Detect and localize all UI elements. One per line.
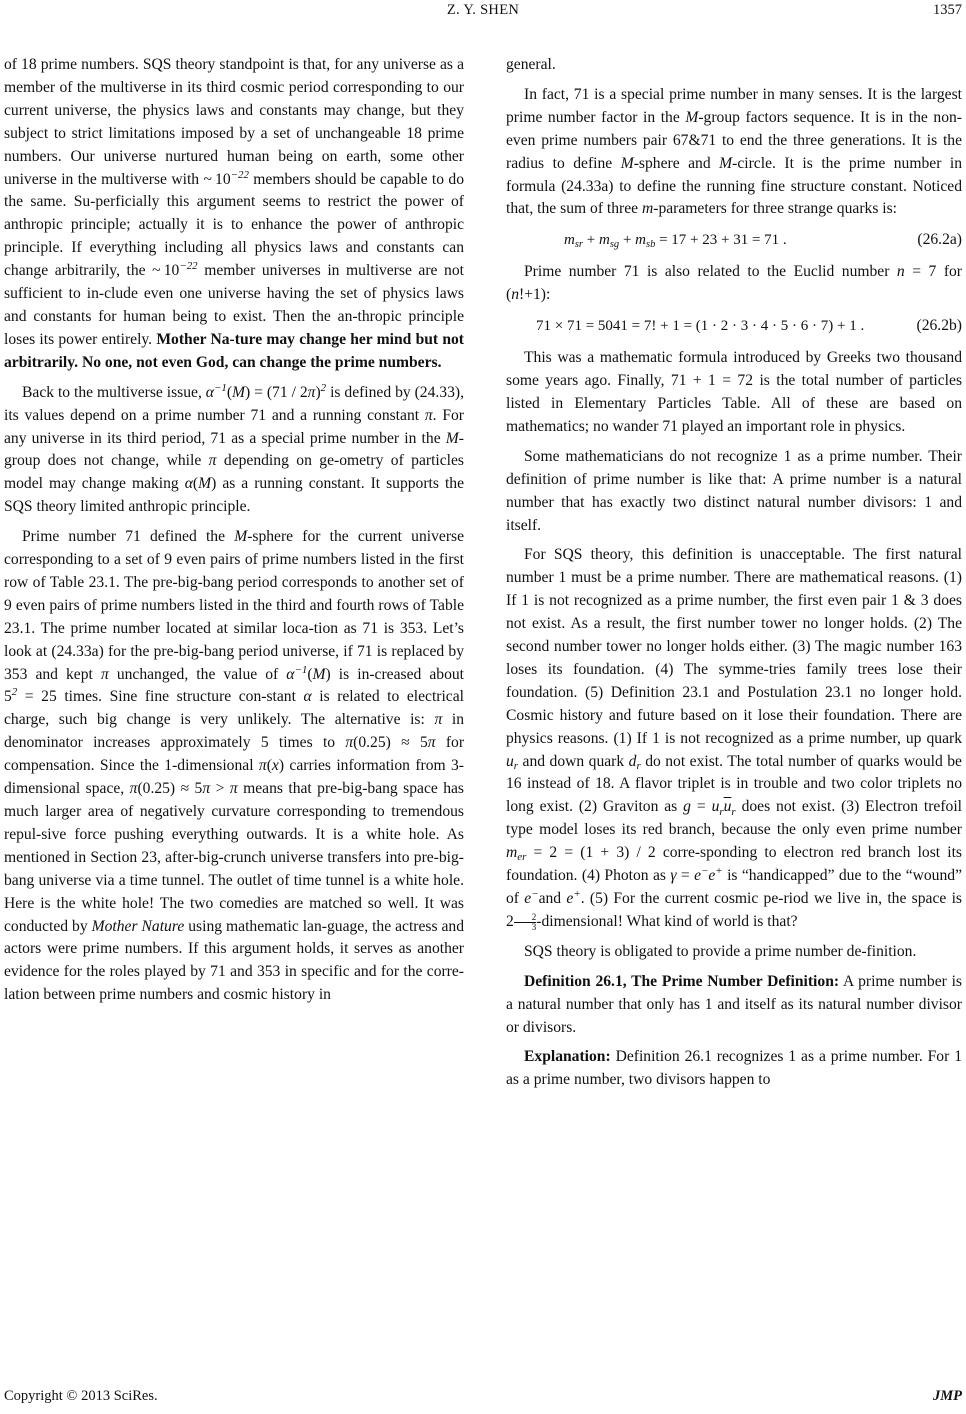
math-inline: γ = e−e+ (670, 865, 723, 885)
math-inline: $u_r$ (506, 752, 519, 772)
math-inline: e+ (566, 888, 581, 907)
math-inline: $5^2 = 25$ (4, 686, 57, 706)
paragraph: Prime number 71 is also related to the Euclid number n = 7 for (n!+1): (506, 263, 962, 304)
math-inline: $\alpha^{-1}(M) = (71 / 2\pi)^2$ (205, 381, 327, 401)
math-inline: m (641, 200, 654, 218)
paragraph: For SQS theory, this definition is unacceptable. The first natural number 1 must be a prime number. There are mathematical reasons. (1) If 1 is not recognized as a prime number, the first even pair 1 & 3 does not exist. As a result, the first number tower no longer holds. (2) The second number tower no longer holds either. (3) The magic number 163 loses its foundation. (4) The symme-tries family trees lose their foundation. (5) Definition 23.1 and Postulation 23.1 no longer hold. Cosmic history and future based on it lose their foundation. There are physics reasons. (1) If 1 is not recognized as a prime number, up quark $u_r$ and down quark $d_r$ do not exist. The total number of quarks would be 16 instead of 18. A flavor triplet is in trouble and two color triplets no long exist. (2) Graviton as $g = u_r\overline{u}_r$ does not exist. (3) Electron trefoil type model loses its red branch, because the only even prime number $m_{er} = 2 = (1 + 3) / 2$ corre-sponding to electron red branch lost its foundation. (4) Photon as γ = e−e+ is “handicapped” due to the “wound” of e−and e+. (5) For the current cosmic pe-riod we live in, the space is 2 $\frac{2}{3}$ -dimensional! What kind of world is that? (506, 546, 962, 932)
paragraph: Prime number 71 defined the M-sphere for the current universe corresponding to a set of 9 even pairs of prime numbers listed in the first row of Table 23.1. The pre-big-bang period corresponds to another set of 9 even pairs of prime numbers listed in the third and fourth rows of Table 23.1. The prime number located at similar loca-tion as 71 is 353. Let’s look at (24.33a) for the pre-big-bang period universe, if 71 is replaced by 353 and kept π unchanged, the value of $\alpha^{-1}(M)$ is in-creased about $5^2 = 25$ times. Sine fine structure con-stant α is related to electrical charge, such big change is very unlikely. The alternative is: π in denominator increases approximately 5 times to π(0.25) ≈ 5π for compensation. Since the 1-dimensional π(x) carries information from 3-dimensional space, π(0.25) ≈ 5π > π means that pre-big-bang space has much larger area of negatively curvature corresponding to tremendous repul-sive force pushing everything outwards. It is a white hole. As mentioned in Section 23, after-big-crunch universe transfers into pre-big-bang universe via a time tunnel. The outlet of time tunnel is a white hole. Here is the white hole! The two comedies are matched so well. It was conducted by Mother Nature using mathematic lan-guage, the actress and actors were prime numbers. If this argument holds, it serves as another evidence for the roles played by 71 and 353 in specific and for the corre-lation between prime numbers and cosmic history in (4, 528, 465, 1004)
page-footer (0, 1388, 966, 1410)
equation-number: (26.2b) (916, 317, 962, 335)
left-column (4, 54, 464, 1007)
page-number: 1357 (933, 2, 962, 18)
math-inline: M (445, 429, 459, 447)
math-inline: π (424, 406, 433, 424)
math-inline: $m_{er} = 2 = (1 + 3) / 2$ (506, 844, 656, 864)
math-inline: 71 + 1 = 72 (670, 372, 754, 390)
math-inline: M (719, 154, 733, 172)
running-header-author: Z. Y. SHEN (446, 2, 520, 18)
paragraph: general. (506, 56, 556, 73)
running-header (0, 2, 966, 24)
definition-paragraph: Definition 26.1, The Prime Number Definition: A prime number is a natural number that only has 1 and itself as its natural number divisor or divisors. (506, 972, 962, 1036)
math-inline: n = 7 (896, 263, 937, 281)
math-inline: α(M) (184, 475, 217, 493)
journal-abbreviation: JMP (933, 1388, 962, 1404)
paragraph: of 18 prime numbers. SQS theory standpoint is that, for any universe as a member of the multiverse in its third cosmic period corresponding to our current universe, the physics laws and constants may change, but they subject to strict limitations imposed by a set of unchangeable 18 prime numbers. Our universe nurtured human being on earth, some other universe in the multiverse with ~ $10^{-22}$ members should be capable to do the same. Su-perficially this argument seems to restrict the power of anthropic principle; actually it is to enhance the power of anthropic principle. If everything including all physics laws and constants can change arbitrarily, the ~ $10^{-22}$ member universes in multiverse are not sufficient to in-clude even one universe having the set of physics laws and constants for human being to exist. Then the an-thropic principle loses its power entirely. Mother Na-ture may change her mind but not arbitrarily. No one, not even God, can change the prime numbers. (4, 56, 464, 371)
math-inline: π(0.25) ≈ 5π (345, 734, 436, 752)
paragraph: SQS theory is obligated to provide a prime number de-finition. (524, 942, 917, 960)
paragraph: Some mathematicians do not recognize 1 as a prime number. Their definition of prime number is like that: A prime number is a natural number that has exactly two distinct natural number divisors: 1 and itself. (506, 447, 962, 534)
bold-statement: Mother Na-ture may change her mind but not arbitrarily. No one, not even God, can change the prime numbers. (4, 330, 464, 371)
math-inline: π(0.25) ≈ 5π > π (129, 780, 238, 798)
paragraph: This was a mathematic formula introduced by Greeks two thousand some years ago. Finally, 71 + 1 = 72 is the total number of particles listed in Elementary Particles Table. All of these are based on mathematics; no wander 71 played an important role in physics. (506, 349, 963, 435)
math-inline: π (434, 711, 443, 729)
math-inline: α (303, 688, 312, 706)
definition-title: Definition 26.1, The Prime Number Definition: (524, 972, 840, 990)
math-inline: $g = u_r\overline{u}_r$ (683, 798, 736, 818)
math-inline: 1 & 3 (891, 592, 929, 610)
math-inline: π (208, 452, 217, 470)
math-inline: $\alpha^{-1}(M)$ (286, 663, 331, 683)
math-inline: M (620, 154, 634, 172)
math-inline: M (234, 528, 248, 546)
math-inline: $d_r$ (628, 752, 641, 772)
math-inline: π(x) (258, 757, 285, 775)
math-inline: π (100, 665, 109, 683)
math-inline: 2 $\frac{2}{3}$ (506, 911, 537, 932)
equation-26-2a (506, 226, 962, 256)
right-column (506, 54, 962, 1092)
math-inline: M (685, 108, 699, 126)
copyright-notice: Copyright © 2013 SciRes. (4, 1388, 158, 1404)
math-inline: ~ $10^{-22}$ (152, 260, 198, 280)
equation-body: $m_{sr} + m_{sg} + m_{sb} = 17 + 23 + 31 = 71$ . (564, 232, 787, 251)
paragraph: In fact, 71 is a special prime number in many senses. It is the largest prime number factor in the M-group factors sequence. It is in the non-even prime numbers pair 67&71 to end the three generations. It is the radius to define M-sphere and M-circle. It is the prime number in formula (24.33a) to define the running fine structure constant. Noticed that, the sum of three m-parameters for three strange quarks is: (506, 85, 963, 218)
explanation-label: Explanation: (524, 1048, 611, 1066)
paragraph: Explanation: Definition 26.1 recognizes 1 as a prime number. For 1 as a prime number, two divisors happen to (506, 1048, 962, 1089)
equation-body: 71 × 71 = 5041 = 7! + 1 = (1 · 2 · 3 · 4 · 5 · 6 · 7) + 1 . (536, 318, 865, 335)
equation-number: (26.2a) (917, 231, 962, 249)
math-inline: (n!+1) (506, 286, 546, 304)
math-inline: e− (524, 888, 539, 907)
math-inline: ~ $10^{-22}$ (203, 168, 249, 188)
paragraph: Back to the multiverse issue, $\alpha^{-1}(M) = (71 / 2\pi)^2$ is defined by (24.33), its values depend on a prime number 71 and a running constant π. For any universe in its third period, 71 as a special prime number in the M-group does not change, while π depending on ge-ometry of particles model may change making α(M) as a running constant. It supports the SQS theory limited anthropic principle. (4, 381, 464, 516)
italic-phrase: Mother Nature (91, 917, 185, 935)
equation-26-2b (506, 312, 962, 342)
